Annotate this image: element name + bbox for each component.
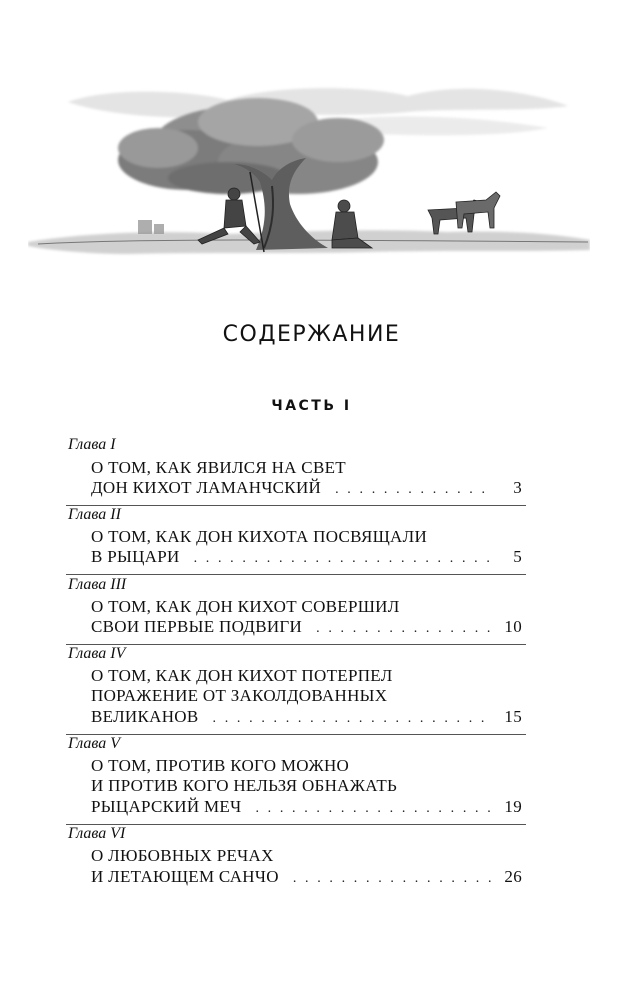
chapter-6-label: Глава VI: [68, 825, 126, 842]
dot-leader: [316, 621, 492, 637]
chapter-2-entry[interactable]: [91, 547, 522, 567]
chapter-divider: [66, 734, 526, 735]
chapter-1-label: Глава I: [68, 436, 116, 453]
chapter-6-entry[interactable]: [91, 867, 522, 887]
chapter-6-title-line-2: И ЛЕТАЮЩЕМ САНЧО: [91, 867, 279, 886]
chapter-5-title-line-3: РЫЦАРСКИЙ МЕЧ: [91, 797, 242, 816]
chapter-4-label: Глава IV: [68, 645, 126, 662]
chapter-5-label: Глава V: [68, 735, 121, 752]
chapter-4-page-number: 15: [504, 707, 522, 726]
chapter-3-label: Глава III: [68, 576, 127, 593]
chapter-4-entry[interactable]: [91, 707, 522, 727]
chapter-2-title-line-1: О ТОМ, КАК ДОН КИХОТА ПОСВЯЩАЛИ: [91, 527, 428, 546]
chapter-1-title-line-2: ДОН КИХОТ ЛАМАНЧСКИЙ: [91, 478, 322, 497]
dot-leader: [335, 482, 492, 498]
chapter-3-title-line-1: О ТОМ, КАК ДОН КИХОТ СОВЕРШИЛ: [91, 597, 400, 616]
chapter-5-title-line-1: О ТОМ, ПРОТИВ КОГО МОЖНО: [91, 756, 350, 775]
chapter-4-title-line-3: ВЕЛИКАНОВ: [91, 707, 199, 726]
chapter-4-title-line-1: О ТОМ, КАК ДОН КИХОТ ПОТЕРПЕЛ: [91, 666, 393, 685]
chapter-3-title-line-2: СВОИ ПЕРВЫЕ ПОДВИГИ: [91, 617, 303, 636]
chapter-divider: [66, 644, 526, 645]
part-heading: ЧАСТЬ I: [271, 398, 352, 414]
dot-leader: [255, 801, 492, 817]
chapter-4-title-line-2: ПОРАЖЕНИЕ ОТ ЗАКОЛДОВАННЫХ: [91, 686, 388, 705]
chapter-6-title-line-1: О ЛЮБОВНЫХ РЕЧАХ: [91, 846, 274, 865]
chapter-1-title-line-1: О ТОМ, КАК ЯВИЛСЯ НА СВЕТ: [91, 458, 346, 477]
chapter-6-page-number: 26: [504, 867, 522, 886]
dot-leader: [293, 871, 492, 887]
dot-leader: [213, 711, 492, 727]
chapter-2-title-line-2: В РЫЦАРИ: [91, 547, 180, 566]
chapter-1-entry[interactable]: [91, 478, 522, 498]
chapter-1-page-number: 3: [513, 478, 522, 497]
chapter-3-page-number: 10: [504, 617, 522, 636]
chapter-3-entry[interactable]: [91, 617, 522, 637]
chapter-divider: [66, 505, 526, 506]
chapter-divider: [66, 824, 526, 825]
chapter-5-title-line-2: И ПРОТИВ КОГО НЕЛЬЗЯ ОБНАЖАТЬ: [91, 776, 398, 795]
page-title: СОДЕРЖАНИЕ: [222, 322, 401, 347]
chapter-5-entry[interactable]: [91, 797, 522, 817]
chapter-5-page-number: 19: [504, 797, 522, 816]
dot-leader: [194, 551, 492, 567]
chapter-divider: [66, 574, 526, 575]
chapter-2-page-number: 5: [513, 547, 522, 566]
chapter-2-label: Глава II: [68, 506, 121, 523]
